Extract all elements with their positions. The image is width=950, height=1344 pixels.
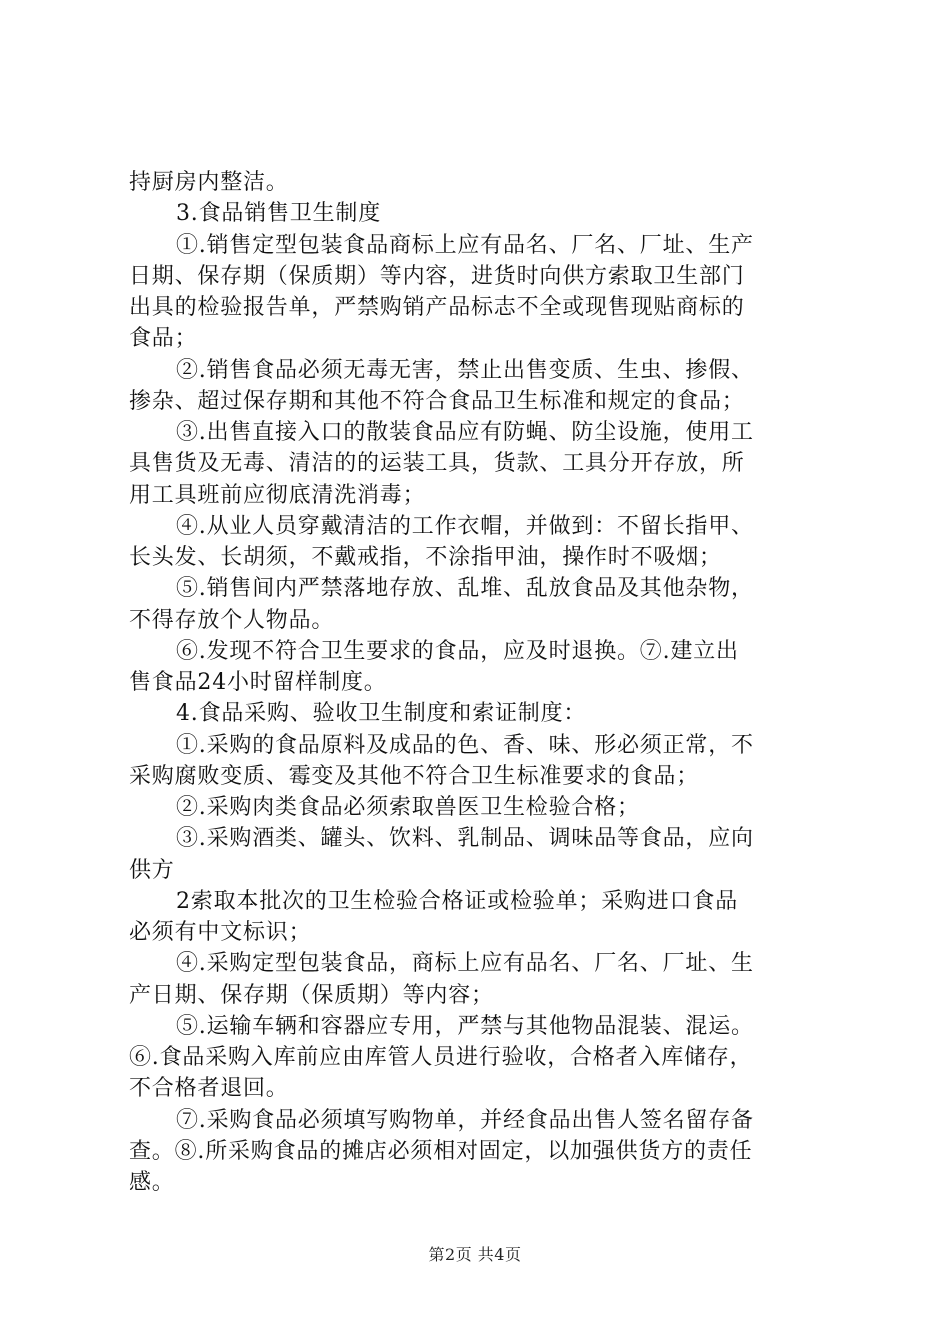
text-line: ⑦.采购食品必须填写购物单，并经食品出售人签名留存备 — [176, 1108, 754, 1133]
text-line: ⑤.销售间内严禁落地存放、乱堆、乱放食品及其他杂物， — [176, 576, 754, 601]
text-line: ①.销售定型包装食品商标上应有品名、厂名、厂址、生产 — [176, 233, 754, 258]
text-line: 采购腐败变质、霉变及其他不符合卫生标准要求的食品； — [129, 764, 700, 789]
text-line: 查。⑧.所采购食品的摊店必须相对固定，以加强供货方的责任 — [129, 1139, 753, 1164]
text-line: 感。 — [129, 1170, 175, 1195]
text-line: 供方 — [129, 858, 175, 883]
section-heading: 4.食品采购、验收卫生制度和索证制度： — [176, 701, 587, 726]
text-line: ④.采购定型包装食品，商标上应有品名、厂名、厂址、生 — [176, 951, 754, 976]
text-line: 售食品24小时留样制度。 — [129, 670, 387, 695]
text-line: 不合格者退回。 — [129, 1076, 289, 1101]
text-line: 具售货及无毒、清洁的的运装工具，货款、工具分开存放，所 — [129, 451, 745, 476]
text-line: ⑥.发现不符合卫生要求的食品，应及时退换。⑦.建立出 — [176, 639, 739, 664]
page-number-footer: 第2页 共4页 — [428, 1245, 522, 1264]
text-line: ③.采购酒类、罐头、饮料、乳制品、调味品等食品，应向 — [176, 826, 754, 851]
text-line: 掺杂、超过保存期和其他不符合食品卫生标准和规定的食品； — [129, 389, 745, 414]
text-line: 产日期、保存期（保质期）等内容； — [129, 983, 494, 1008]
text-line: ③.出售直接入口的散装食品应有防蝇、防尘设施，使用工 — [176, 420, 754, 445]
text-line: ②.销售食品必须无毒无害，禁止出售变质、生虫、掺假、 — [176, 358, 754, 383]
text-line: 不得存放个人物品。 — [129, 608, 335, 633]
text-line: 食品； — [129, 326, 198, 351]
text-line: 2索取本批次的卫生检验合格证或检验单；采购进口食品 — [176, 889, 738, 914]
text-line: 日期、保存期（保质期）等内容，进货时向供方索取卫生部门 — [129, 264, 745, 289]
text-line: ④.从业人员穿戴清洁的工作衣帽，并做到：不留长指甲、 — [176, 514, 754, 539]
text-line: 长头发、长胡须，不戴戒指，不涂指甲油，操作时不吸烟； — [129, 545, 722, 570]
text-line: ⑥.食品采购入库前应由库管人员进行验收，合格者入库储存， — [129, 1045, 753, 1070]
section-heading: 3.食品销售卫生制度 — [176, 201, 381, 226]
text-line: 出具的检验报告单，严禁购销产品标志不全或现售现贴商标的 — [129, 295, 745, 320]
text-line: 持厨房内整洁。 — [129, 170, 289, 195]
text-line: 用工具班前应彻底清洗消毒； — [129, 483, 426, 508]
text-line: ②.采购肉类食品必须索取兽医卫生检验合格； — [176, 795, 640, 820]
text-line: ⑤.运输车辆和容器应专用，严禁与其他物品混装、混运。 — [176, 1014, 754, 1039]
text-line: ①.采购的食品原料及成品的色、香、味、形必须正常，不 — [176, 733, 754, 758]
text-line: 必须有中文标识； — [129, 920, 312, 945]
